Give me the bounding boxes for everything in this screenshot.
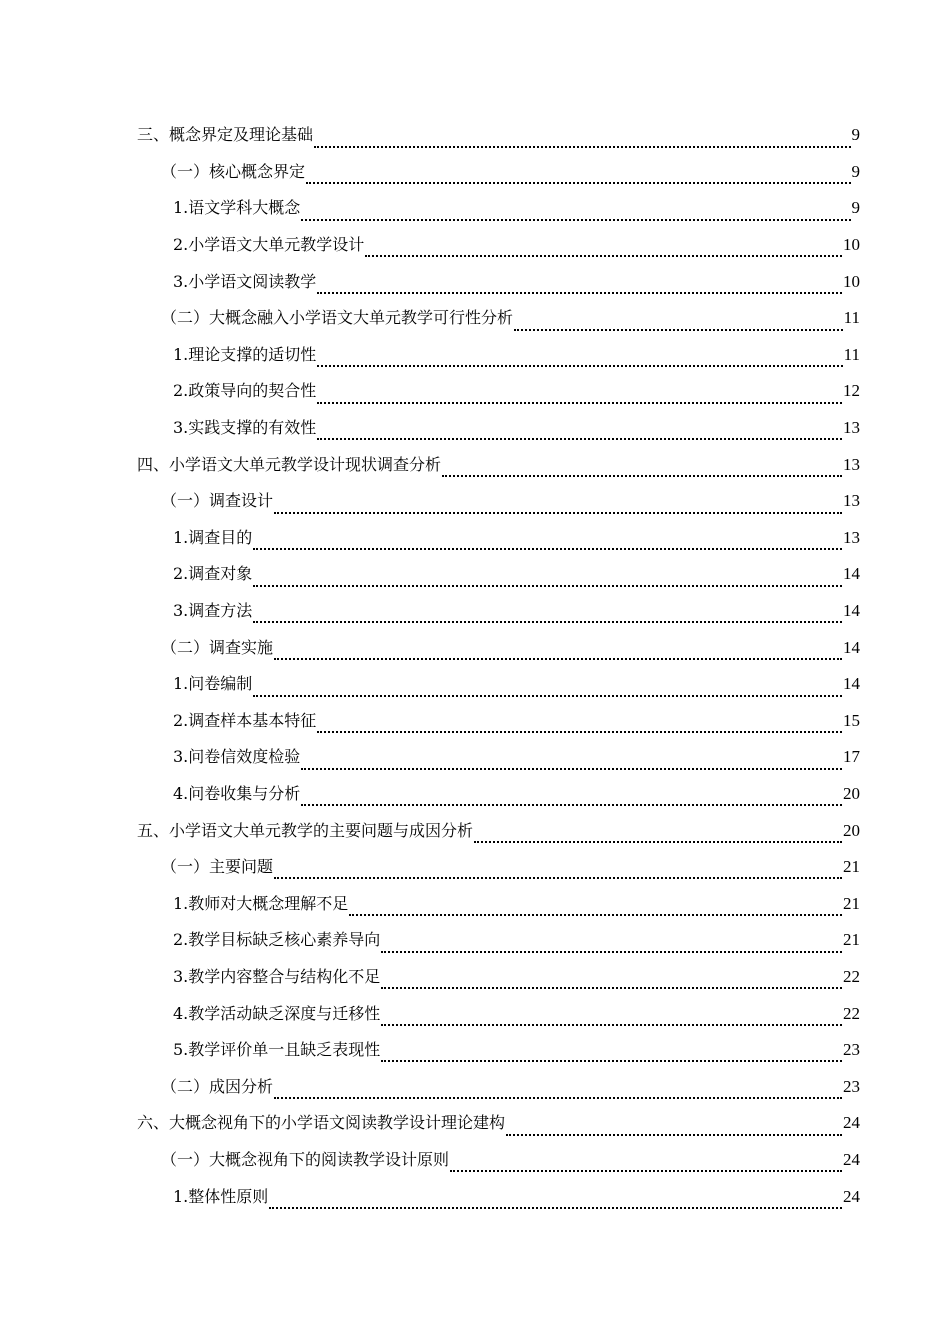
- toc-dot-leader: [253, 683, 842, 697]
- toc-entry-title: 1.理论支撑的适切性: [173, 344, 317, 364]
- toc-entry-page-number: 13: [843, 527, 860, 547]
- toc-entry[interactable]: [0, 1032, 950, 1069]
- toc-entry[interactable]: [0, 373, 950, 410]
- toc-entry-title: 3.小学语文阅读教学: [173, 271, 317, 291]
- toc-entry-title: 1.调查目的: [173, 527, 253, 547]
- toc-dot-leader: [269, 1195, 842, 1209]
- toc-entry[interactable]: [0, 593, 950, 630]
- toc-dot-leader: [274, 1085, 842, 1099]
- toc-dot-leader: [381, 1012, 842, 1026]
- toc-entry[interactable]: [0, 483, 950, 520]
- toc-entry[interactable]: [0, 739, 950, 776]
- toc-entry-title: （一）核心概念界定: [161, 161, 306, 181]
- toc-entry-page-number: 24: [843, 1186, 860, 1206]
- toc-dot-leader: [317, 353, 842, 367]
- toc-entry[interactable]: [0, 446, 950, 483]
- toc-entry-title: 2.政策导向的契合性: [173, 381, 317, 401]
- toc-entry-title: （一）主要问题: [161, 857, 274, 877]
- toc-entry-page-number: 13: [843, 454, 860, 474]
- toc-dot-leader: [365, 243, 842, 257]
- toc-entry-page-number: 23: [843, 1076, 860, 1096]
- toc-entry-title: （一）大概念视角下的阅读教学设计原则: [161, 1149, 450, 1169]
- toc-entry-title: 2.调查对象: [173, 564, 253, 584]
- toc-entry-page-number: 24: [843, 1113, 860, 1133]
- toc-entry-page-number: 20: [843, 783, 860, 803]
- toc-entry[interactable]: [0, 703, 950, 740]
- toc-entry-title: 五、小学语文大单元教学的主要问题与成因分析: [137, 820, 474, 840]
- toc-entry-title: 四、小学语文大单元教学设计现状调查分析: [137, 454, 442, 474]
- toc-dot-leader: [317, 280, 842, 294]
- toc-entry-page-number: 14: [843, 564, 860, 584]
- toc-dot-leader: [301, 756, 842, 770]
- toc-dot-leader: [474, 829, 842, 843]
- toc-dot-leader: [301, 207, 850, 221]
- toc-entry[interactable]: [0, 922, 950, 959]
- toc-entry-title: （一）调查设计: [161, 491, 274, 511]
- toc-entry[interactable]: [0, 263, 950, 300]
- toc-entry-page-number: 14: [843, 637, 860, 657]
- toc-entry[interactable]: [0, 1068, 950, 1105]
- toc-entry-page-number: 9: [851, 198, 860, 218]
- toc-entry-page-number: 15: [843, 710, 860, 730]
- toc-dot-leader: [274, 646, 842, 660]
- toc-dot-leader: [253, 609, 842, 623]
- toc-entry-page-number: 23: [843, 1040, 860, 1060]
- toc-entry[interactable]: [0, 1178, 950, 1215]
- toc-entry-title: 1.问卷编制: [173, 674, 253, 694]
- toc-dot-leader: [306, 170, 850, 184]
- toc-entry-title: 4.问卷收集与分析: [173, 783, 301, 803]
- toc-entry-page-number: 13: [843, 418, 860, 438]
- toc-dot-leader: [349, 902, 842, 916]
- toc-entry[interactable]: [0, 300, 950, 337]
- toc-entry-title: 1.整体性原则: [173, 1186, 269, 1206]
- toc-entry[interactable]: [0, 1105, 950, 1142]
- toc-entry[interactable]: [0, 849, 950, 886]
- toc-entry-title: 3.教学内容整合与结构化不足: [173, 966, 381, 986]
- toc-entry[interactable]: [0, 812, 950, 849]
- toc-dot-leader: [317, 719, 842, 733]
- toc-dot-leader: [301, 792, 842, 806]
- toc-dot-leader: [381, 1048, 842, 1062]
- toc-entry-title: （二）大概念融入小学语文大单元教学可行性分析: [161, 308, 514, 328]
- toc-entry[interactable]: [0, 556, 950, 593]
- toc-dot-leader: [253, 536, 842, 550]
- toc-entry[interactable]: [0, 1142, 950, 1179]
- toc-dot-leader: [314, 134, 850, 148]
- toc-entry-page-number: 11: [843, 308, 860, 328]
- toc-entry-page-number: 9: [851, 161, 860, 181]
- toc-dot-leader: [381, 975, 842, 989]
- toc-dot-leader: [442, 463, 842, 477]
- toc-entry-page-number: 22: [843, 1003, 860, 1023]
- toc-entry-page-number: 21: [843, 930, 860, 950]
- toc-entry-page-number: 20: [843, 820, 860, 840]
- toc-dot-leader: [253, 573, 842, 587]
- table-of-contents: [0, 117, 950, 1215]
- toc-entry[interactable]: [0, 776, 950, 813]
- toc-entry-title: 3.调查方法: [173, 601, 253, 621]
- toc-entry-title: 三、概念界定及理论基础: [137, 125, 314, 145]
- toc-entry[interactable]: [0, 520, 950, 557]
- toc-entry-page-number: 12: [843, 381, 860, 401]
- toc-dot-leader: [317, 426, 842, 440]
- toc-entry-page-number: 21: [843, 893, 860, 913]
- toc-entry[interactable]: [0, 666, 950, 703]
- toc-entry-title: （二）成因分析: [161, 1076, 274, 1096]
- toc-entry-title: 5.教学评价单一且缺乏表现性: [173, 1040, 381, 1060]
- toc-dot-leader: [381, 939, 842, 953]
- toc-entry-title: 2.小学语文大单元教学设计: [173, 235, 365, 255]
- toc-entry-page-number: 13: [843, 491, 860, 511]
- toc-entry[interactable]: [0, 629, 950, 666]
- toc-dot-leader: [317, 390, 842, 404]
- toc-entry-title: 2.教学目标缺乏核心素养导向: [173, 930, 381, 950]
- toc-entry-page-number: 9: [851, 125, 860, 145]
- toc-entry-title: 4.教学活动缺乏深度与迁移性: [173, 1003, 381, 1023]
- toc-entry-title: 3.实践支撑的有效性: [173, 418, 317, 438]
- toc-dot-leader: [514, 317, 843, 331]
- toc-entry-page-number: 21: [843, 857, 860, 877]
- toc-entry-page-number: 11: [843, 344, 860, 364]
- toc-entry-page-number: 10: [843, 235, 860, 255]
- toc-entry[interactable]: [0, 154, 950, 191]
- toc-dot-leader: [450, 1158, 842, 1172]
- toc-entry-title: 六、大概念视角下的小学语文阅读教学设计理论建构: [137, 1113, 506, 1133]
- toc-entry-page-number: 22: [843, 966, 860, 986]
- toc-entry-title: 2.调查样本基本特征: [173, 710, 317, 730]
- toc-dot-leader: [274, 865, 842, 879]
- toc-entry[interactable]: [0, 190, 950, 227]
- toc-entry-page-number: 10: [843, 271, 860, 291]
- toc-entry-page-number: 14: [843, 601, 860, 621]
- toc-entry[interactable]: [0, 337, 950, 374]
- toc-entry-page-number: 24: [843, 1149, 860, 1169]
- toc-entry-title: 3.问卷信效度检验: [173, 747, 301, 767]
- toc-entry[interactable]: [0, 885, 950, 922]
- toc-entry-page-number: 17: [843, 747, 860, 767]
- toc-dot-leader: [274, 500, 842, 514]
- toc-entry[interactable]: [0, 117, 950, 154]
- toc-dot-leader: [506, 1122, 842, 1136]
- toc-entry-title: 1.语文学科大概念: [173, 198, 301, 218]
- toc-entry[interactable]: [0, 227, 950, 264]
- toc-entry-page-number: 14: [843, 674, 860, 694]
- toc-entry[interactable]: [0, 410, 950, 447]
- toc-entry-title: 1.教师对大概念理解不足: [173, 893, 349, 913]
- toc-entry[interactable]: [0, 995, 950, 1032]
- toc-entry[interactable]: [0, 959, 950, 996]
- toc-entry-title: （二）调查实施: [161, 637, 274, 657]
